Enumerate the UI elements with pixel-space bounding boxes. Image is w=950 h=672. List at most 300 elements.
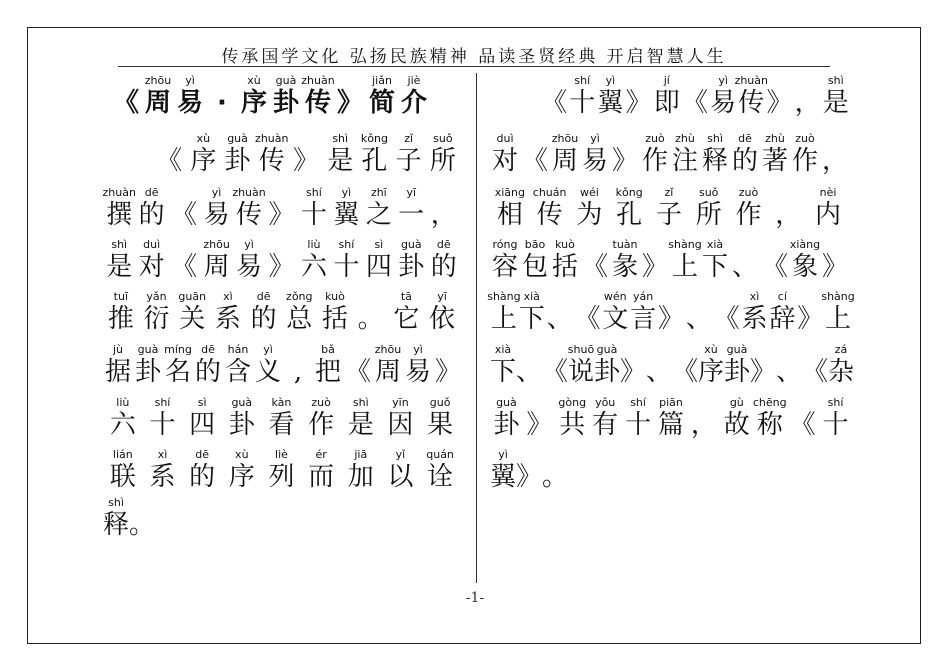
- hanzi: 传: [258, 146, 285, 176]
- pinyin: róng: [492, 238, 518, 251]
- hanzi: 言: [630, 304, 657, 334]
- hanzi: 义: [254, 357, 281, 387]
- hanzi: 序: [698, 357, 725, 387]
- ruby-unit: [685, 304, 713, 334]
- pinyin: guà: [231, 396, 253, 409]
- ruby-unit: [596, 74, 624, 118]
- pinyin: kuò: [555, 238, 575, 251]
- ruby-unit: [550, 132, 580, 176]
- ruby-unit: [610, 146, 640, 176]
- page-border: [27, 27, 921, 644]
- ruby-unit: [730, 252, 760, 282]
- hanzi: 》: [292, 146, 319, 176]
- hanzi: 《: [713, 304, 740, 334]
- ruby-unit: [655, 396, 688, 440]
- pinyin: shì: [352, 396, 369, 409]
- pinyin: zhōu: [203, 238, 230, 251]
- pinyin: chuán: [532, 186, 567, 199]
- hanzi: 是: [327, 146, 354, 176]
- hanzi: 果: [427, 410, 454, 440]
- ruby-unit: [210, 290, 246, 334]
- ruby-unit: [768, 290, 796, 334]
- pinyin: guà: [275, 74, 297, 87]
- pinyin: dē: [256, 290, 271, 303]
- hanzi: 是: [347, 410, 374, 440]
- hanzi: 传: [304, 88, 331, 118]
- ruby-unit: [238, 74, 270, 118]
- ruby-unit: [625, 88, 653, 118]
- hanzi: 卦: [594, 357, 621, 387]
- hanzi: 序: [228, 462, 255, 492]
- ruby-unit: [139, 290, 175, 334]
- pinyin: dē: [436, 238, 451, 251]
- pinyin: shí: [630, 396, 646, 409]
- ruby-unit: [389, 290, 425, 334]
- hanzi: 》: [336, 88, 363, 118]
- ruby-unit: [103, 496, 130, 540]
- hanzi: 括: [551, 252, 578, 282]
- ruby-unit: [821, 290, 855, 334]
- pinyin: xiàng: [789, 238, 821, 251]
- hanzi: 因: [387, 410, 414, 440]
- ruby-unit: [232, 186, 266, 230]
- hanzi: 彖: [611, 252, 638, 282]
- hanzi: 十: [569, 88, 596, 118]
- ruby-unit: [200, 238, 232, 282]
- hanzi: 加: [347, 462, 374, 492]
- hanzi: 十: [625, 410, 652, 440]
- pinyin: zuò: [311, 396, 331, 409]
- ruby-unit: [143, 396, 183, 440]
- ruby-unit: [102, 186, 136, 230]
- ruby-unit: [143, 448, 183, 492]
- hanzi: 系: [741, 304, 768, 334]
- body-line: [540, 74, 850, 118]
- ruby-unit: [542, 462, 568, 492]
- ruby-unit: [490, 448, 517, 492]
- hanzi: 。: [357, 304, 384, 334]
- pinyin: xù: [704, 343, 718, 356]
- hanzi: 易: [236, 252, 263, 282]
- ruby-unit: [363, 238, 395, 282]
- ruby-unit: [550, 238, 580, 282]
- pinyin: xià: [494, 343, 512, 356]
- pinyin: yǎn: [146, 290, 167, 303]
- hanzi: 注: [671, 146, 698, 176]
- ruby-unit: [343, 357, 373, 387]
- pinyin: zǐ: [664, 186, 674, 199]
- ruby-unit: [601, 290, 629, 334]
- body-line: [103, 290, 460, 334]
- hanzi: 对: [491, 146, 518, 176]
- ruby-unit: [395, 186, 427, 230]
- hanzi: 的: [194, 357, 221, 387]
- ruby-unit: [334, 88, 366, 118]
- pinyin: shí: [154, 396, 171, 409]
- pinyin: zhuàn: [255, 132, 289, 145]
- pinyin: yì: [211, 186, 222, 199]
- pinyin: wéi: [579, 186, 599, 199]
- pinyin: yī: [437, 290, 447, 303]
- pinyin: dē: [144, 186, 159, 199]
- body-line: [490, 132, 850, 176]
- hanzi: 卦: [724, 357, 751, 387]
- hanzi: 翼: [490, 462, 517, 492]
- ruby-unit: [433, 357, 463, 387]
- ruby-unit: [580, 132, 610, 176]
- pinyin: xù: [235, 448, 249, 461]
- hanzi: 十: [300, 200, 327, 230]
- ruby-unit: [490, 238, 520, 282]
- hanzi: 卦: [272, 88, 299, 118]
- ruby-unit: [808, 186, 848, 230]
- body-line: [490, 343, 855, 387]
- hanzi: 卦: [134, 357, 161, 387]
- ruby-unit: [540, 88, 568, 118]
- ruby-unit: [649, 186, 689, 230]
- ruby-unit: [392, 132, 426, 176]
- hanzi: 周: [374, 357, 401, 387]
- ruby-unit: [103, 448, 143, 492]
- ruby-unit: [802, 357, 828, 387]
- ruby-unit: [610, 238, 640, 282]
- ruby-unit: [724, 343, 751, 387]
- ruby-unit: [135, 186, 167, 230]
- ruby-unit: [289, 146, 323, 176]
- ruby-unit: [523, 410, 556, 440]
- ruby-unit: [193, 343, 223, 387]
- hanzi: 介: [400, 88, 427, 118]
- ruby-unit: [233, 238, 265, 282]
- hanzi: 。: [129, 510, 156, 540]
- ruby-unit: [574, 304, 602, 334]
- hanzi: ,: [293, 357, 303, 387]
- ruby-unit: [820, 252, 850, 282]
- body-line: [103, 448, 460, 492]
- ruby-unit: [653, 74, 681, 118]
- hanzi: 《: [802, 357, 829, 387]
- pinyin: yīn: [392, 396, 409, 409]
- hanzi: 《: [171, 252, 198, 282]
- hanzi: 子: [395, 146, 422, 176]
- hanzi: 是: [106, 252, 133, 282]
- ruby-unit: [689, 186, 729, 230]
- ruby-unit: [750, 357, 776, 387]
- pinyin: guǒ: [429, 396, 451, 409]
- hanzi: 《: [542, 357, 569, 387]
- hanzi: 六: [300, 252, 327, 282]
- pinyin: hán: [227, 343, 249, 356]
- pinyin: jiè: [407, 74, 421, 87]
- ruby-unit: [556, 396, 589, 440]
- ruby-unit: [520, 146, 550, 176]
- hanzi: 作: [641, 146, 668, 176]
- ruby-unit: [428, 200, 460, 230]
- ruby-unit: [129, 510, 155, 540]
- hanzi: 孔: [616, 200, 643, 230]
- ruby-unit: [570, 186, 610, 230]
- hanzi: 六: [109, 410, 136, 440]
- pinyin: duì: [143, 238, 161, 251]
- body-line: [103, 343, 463, 387]
- hanzi: 》: [516, 462, 543, 492]
- hanzi: 易: [203, 200, 230, 230]
- ruby-unit: [341, 396, 381, 440]
- ruby-unit: [366, 74, 398, 118]
- hanzi: 的: [731, 146, 758, 176]
- pinyin: xià: [706, 238, 724, 251]
- hanzi: 之: [365, 200, 392, 230]
- ruby-unit: [546, 304, 574, 334]
- ruby-unit: [490, 396, 523, 440]
- pinyin: tuàn: [612, 238, 638, 251]
- ruby-unit: [246, 290, 282, 334]
- ruby-unit: [820, 146, 850, 176]
- hanzi: 作: [791, 146, 818, 176]
- ruby-unit: [398, 74, 430, 118]
- ruby-unit: [323, 132, 357, 176]
- ruby-unit: [301, 396, 341, 440]
- pinyin: guān: [178, 290, 207, 303]
- ruby-unit: [142, 74, 174, 118]
- pinyin: guà: [726, 343, 748, 356]
- ruby-unit: [420, 448, 460, 492]
- ruby-unit: [700, 238, 730, 282]
- ruby-unit: [657, 304, 685, 334]
- pinyin: xù: [196, 132, 211, 145]
- ruby-unit: [734, 74, 768, 118]
- hanzi: 把: [314, 357, 341, 387]
- ruby-unit: [182, 396, 222, 440]
- hanzi: 容: [491, 252, 518, 282]
- ruby-unit: [265, 252, 297, 282]
- pinyin: sì: [374, 238, 384, 251]
- ruby-unit: [313, 343, 343, 387]
- pinyin: suǒ: [433, 132, 453, 145]
- ruby-unit: [794, 88, 822, 118]
- hanzi: 序: [190, 146, 217, 176]
- hanzi: 四: [365, 252, 392, 282]
- hanzi: 》: [821, 252, 848, 282]
- pinyin: ér: [315, 448, 327, 461]
- pinyin: lián: [112, 448, 133, 461]
- hanzi: 辞: [769, 304, 796, 334]
- pinyin: zhī: [370, 186, 387, 199]
- pinyin: gòng: [558, 396, 587, 409]
- ruby-unit: [622, 396, 655, 440]
- pinyin: yǐ: [395, 448, 406, 461]
- pinyin: zuò: [645, 132, 665, 145]
- hanzi: 卦: [224, 146, 251, 176]
- pinyin: yì: [244, 238, 254, 251]
- ruby-unit: [301, 74, 335, 118]
- hanzi: 衍: [143, 304, 170, 334]
- page-number: -1-: [465, 590, 485, 606]
- ruby-unit: [819, 396, 852, 440]
- hanzi: 所: [695, 200, 722, 230]
- pinyin: tā: [400, 290, 412, 303]
- hanzi: 《: [789, 410, 816, 440]
- hanzi: ，: [430, 200, 457, 230]
- hanzi: 《: [521, 146, 548, 176]
- hanzi: 作: [308, 410, 335, 440]
- hanzi: 依: [429, 304, 456, 334]
- pinyin: zǐ: [404, 132, 414, 145]
- pinyin: xù: [247, 74, 261, 87]
- ruby-unit: [698, 343, 725, 387]
- hanzi: 篇: [657, 410, 684, 440]
- pinyin: shì: [108, 496, 124, 509]
- ruby-unit: [516, 357, 542, 387]
- pinyin: zhōu: [144, 74, 172, 87]
- ruby-unit: [220, 132, 254, 176]
- ruby-unit: [168, 200, 200, 230]
- ruby-unit: [672, 357, 698, 387]
- hanzi: 上: [671, 252, 698, 282]
- hanzi: 看: [268, 410, 295, 440]
- ruby-unit: [518, 290, 546, 334]
- hanzi: 对: [138, 252, 165, 282]
- hanzi: 称: [756, 410, 783, 440]
- pinyin: zhù: [675, 132, 695, 145]
- ruby-unit: [174, 74, 206, 118]
- hanzi: 《: [156, 146, 183, 176]
- pinyin: míng: [164, 343, 192, 356]
- body-line: [103, 396, 460, 440]
- pinyin: dē: [195, 448, 210, 461]
- pinyin: yì: [718, 74, 728, 87]
- hanzi: 下: [490, 357, 517, 387]
- ruby-unit: [580, 252, 610, 282]
- hanzi: 说: [568, 357, 595, 387]
- ruby-unit: [110, 88, 142, 118]
- pinyin: xì: [223, 290, 233, 303]
- ruby-unit: [640, 252, 670, 282]
- hanzi: 释: [701, 146, 728, 176]
- pinyin: guà: [596, 343, 618, 356]
- pinyin: nèi: [819, 186, 837, 199]
- hanzi: 作: [735, 200, 762, 230]
- hanzi: 《: [672, 357, 699, 387]
- pinyin: kǒng: [360, 132, 388, 145]
- ruby-unit: [796, 304, 824, 334]
- hanzi: 而: [308, 462, 335, 492]
- pinyin: liè: [275, 448, 288, 461]
- pinyin: yì: [590, 132, 600, 145]
- pinyin: yì: [185, 74, 195, 87]
- pinyin: shàng: [487, 290, 521, 303]
- body-line: [490, 238, 850, 282]
- pinyin: zhōu: [551, 132, 579, 145]
- body-line: [490, 396, 852, 440]
- ruby-unit: [206, 88, 238, 118]
- ruby-unit: [163, 343, 193, 387]
- ruby-unit: [487, 290, 521, 334]
- pinyin: cí: [777, 290, 787, 303]
- ruby-unit: [223, 343, 253, 387]
- ruby-unit: [620, 357, 646, 387]
- hanzi: ，: [821, 146, 848, 176]
- ruby-unit: [253, 343, 283, 387]
- ruby-unit: [363, 186, 395, 230]
- hanzi: 《: [581, 252, 608, 282]
- hanzi: 含: [224, 357, 251, 387]
- pinyin: quán: [426, 448, 454, 461]
- pinyin: zuò: [795, 132, 815, 145]
- ruby-unit: [730, 132, 760, 176]
- ruby-unit: [174, 290, 210, 334]
- pinyin: bāo: [524, 238, 546, 251]
- pinyin: shàng: [821, 290, 855, 303]
- ruby-unit: [298, 186, 330, 230]
- ruby-unit: [720, 396, 753, 440]
- pinyin: zuò: [738, 186, 759, 199]
- pinyin: yì: [413, 343, 423, 356]
- pinyin: kǒng: [615, 186, 643, 199]
- hanzi: 四: [189, 410, 216, 440]
- hanzi: 以: [387, 462, 414, 492]
- pinyin: shì: [827, 74, 844, 87]
- hanzi: 内: [815, 200, 842, 230]
- hanzi: 总: [286, 304, 313, 334]
- pinyin: zhuàn: [102, 186, 136, 199]
- body-line: [490, 186, 848, 230]
- hanzi: 易: [581, 146, 608, 176]
- pinyin: yì: [605, 74, 616, 87]
- pinyin: xià: [523, 290, 540, 303]
- hanzi: 》: [797, 304, 824, 334]
- hanzi: 易: [404, 357, 431, 387]
- hanzi: 》: [641, 252, 668, 282]
- hanzi: 联: [109, 462, 136, 492]
- hanzi: 》: [434, 357, 461, 387]
- hanzi: 列: [268, 462, 295, 492]
- pinyin: jiā: [354, 448, 368, 461]
- hanzi: 周: [551, 146, 578, 176]
- hanzi: 》: [750, 357, 777, 387]
- ruby-unit: [790, 132, 820, 176]
- hanzi: 有: [592, 410, 619, 440]
- pinyin: guà: [227, 132, 248, 145]
- ruby-unit: [353, 304, 389, 334]
- pinyin: shì: [707, 132, 723, 145]
- hanzi: 》: [611, 146, 638, 176]
- pinyin: zhuàn: [734, 74, 768, 87]
- ruby-unit: [681, 88, 709, 118]
- ruby-unit: [103, 343, 133, 387]
- hanzi: 》: [268, 200, 295, 230]
- pinyin: xì: [157, 448, 168, 461]
- hanzi: 周: [144, 88, 171, 118]
- pinyin: shàng: [668, 238, 702, 251]
- hanzi: 它: [393, 304, 420, 334]
- ruby-unit: [262, 396, 302, 440]
- hanzi: 、: [516, 357, 543, 387]
- ruby-unit: [530, 186, 570, 230]
- ruby-unit: [789, 238, 821, 282]
- pinyin: zhōu: [374, 343, 402, 356]
- ruby-unit: [713, 304, 741, 334]
- ruby-unit: [520, 238, 550, 282]
- hanzi: 卦: [398, 252, 425, 282]
- hanzi: 共: [559, 410, 586, 440]
- hanzi: 序: [240, 88, 267, 118]
- pinyin: kàn: [271, 396, 292, 409]
- ruby-unit: [490, 132, 520, 176]
- hanzi: 、: [646, 357, 673, 387]
- hanzi: 释: [103, 510, 130, 540]
- ruby-unit: [760, 132, 790, 176]
